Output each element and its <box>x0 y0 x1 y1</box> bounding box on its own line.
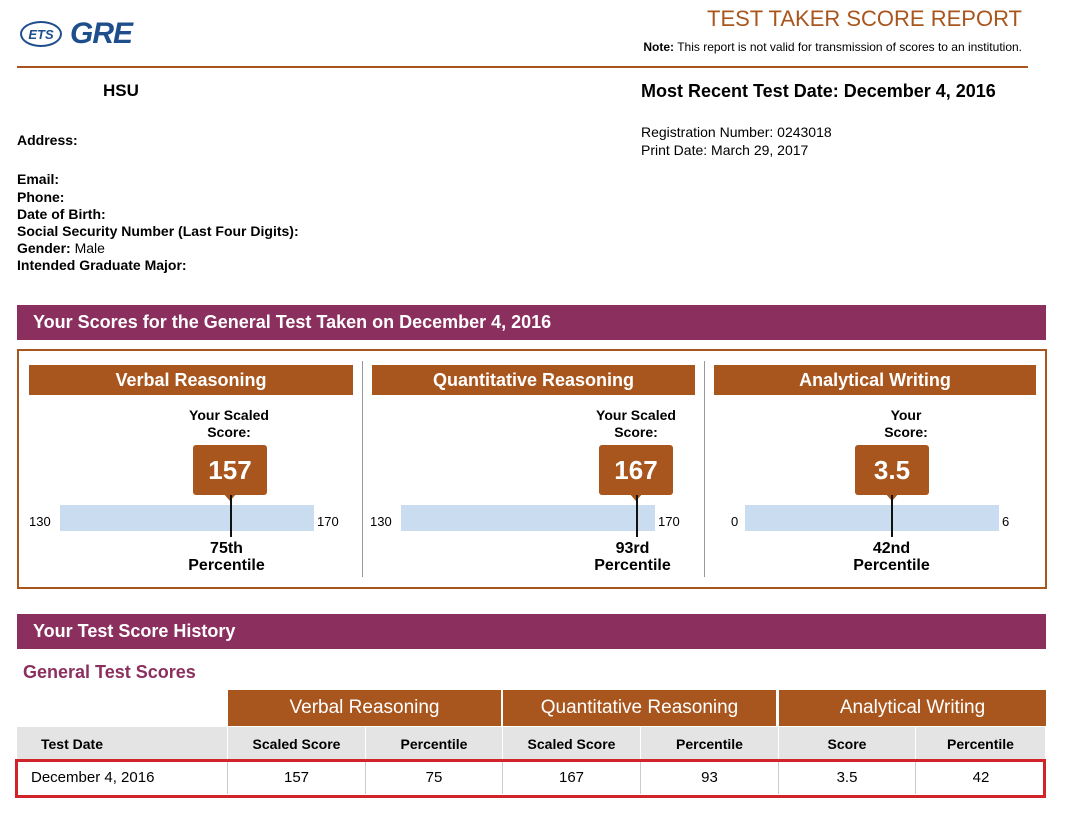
history-header-verbal: Verbal Reasoning <box>228 690 501 726</box>
address-field: Address: <box>17 132 78 148</box>
verbal-score-value: 157 <box>193 445 267 495</box>
note-text: This report is not valid for transmission of scores to an institution. <box>677 40 1022 54</box>
score-label: Your Score: <box>884 407 928 440</box>
history-header-quant: Quantitative Reasoning <box>503 690 776 726</box>
email-field: Email: <box>17 171 60 187</box>
quant-range-max: 170 <box>658 514 680 529</box>
verbal-score-column <box>19 351 362 587</box>
col-quant-scaled: Scaled Score <box>503 727 641 760</box>
candidate-name: HSU <box>103 81 139 100</box>
writing-range-max: 6 <box>1002 514 1010 529</box>
verbal-score-marker <box>230 495 232 537</box>
col-writing-percentile: Percentile <box>916 727 1046 760</box>
table-row-writing-percentile: 42 <box>972 768 990 786</box>
writing-header: Analytical Writing <box>714 365 1036 395</box>
table-row-quant-percentile: 93 <box>641 760 779 794</box>
quant-score-marker <box>636 495 638 537</box>
history-section-title: Your Test Score History <box>17 614 1046 649</box>
report-title: TEST TAKER SCORE REPORT <box>707 6 1022 31</box>
table-row-writing-score: 3.5 <box>779 760 916 794</box>
writing-score-marker <box>891 495 893 537</box>
dob-field: Date of Birth: <box>17 206 106 222</box>
writing-percentile: 42nd Percentile <box>853 540 930 574</box>
quant-range-min: 130 <box>370 514 392 529</box>
quant-score-bar <box>401 505 655 531</box>
col-quant-percentile: Percentile <box>641 727 779 760</box>
ets-gre-logo <box>20 14 132 54</box>
registration-number: Registration Number: 0243018 <box>641 124 832 140</box>
verbal-range-min: 130 <box>29 514 51 529</box>
table-row-verbal-percentile: 75 <box>366 760 503 794</box>
scaled-score-label: Your Scaled Score: <box>596 407 676 440</box>
scaled-score-label: Your Scaled Score: <box>189 407 269 440</box>
ssn-field: Social Security Number (Last Four Digits): <box>17 223 299 239</box>
verbal-percentile: 75th Percentile <box>188 540 265 574</box>
quant-score-column <box>362 351 704 587</box>
verbal-range-max: 170 <box>317 514 339 529</box>
header-divider <box>17 66 1028 68</box>
table-row-verbal-scaled: 157 <box>228 760 366 794</box>
writing-range-min: 0 <box>731 514 739 529</box>
col-test-date: Test Date <box>17 727 228 760</box>
quant-score-value: 167 <box>599 445 673 495</box>
verbal-header: Verbal Reasoning <box>29 365 353 395</box>
quant-percentile: 93rd Percentile <box>594 540 671 574</box>
table-row-test-date: December 4, 2016 <box>17 760 228 794</box>
writing-score-bar <box>745 505 999 531</box>
col-verbal-percentile: Percentile <box>366 727 503 760</box>
phone-field: Phone: <box>17 189 65 205</box>
print-date: Print Date: March 29, 2017 <box>641 142 809 158</box>
history-header-writing: Analytical Writing <box>779 690 1046 726</box>
highlighted-score-row <box>15 759 1046 798</box>
report-note <box>643 40 1022 54</box>
gender-value: Male <box>74 240 105 256</box>
table-row-quant-scaled: 167 <box>503 760 641 794</box>
col-verbal-scaled: Scaled Score <box>228 727 366 760</box>
most-recent-test-date: Most Recent Test Date: December 4, 2016 <box>641 81 996 101</box>
major-field: Intended Graduate Major: <box>17 257 187 273</box>
ets-logo-badge: ETS <box>20 21 62 47</box>
writing-score-value: 3.5 <box>855 445 929 495</box>
col-writing-score: Score <box>779 727 916 760</box>
gre-logo-text: GRE <box>70 17 133 50</box>
verbal-score-bar <box>60 505 314 531</box>
score-panel <box>17 349 1047 589</box>
gender-field: Gender: Male <box>17 240 105 256</box>
scores-section-title: Your Scores for the General Test Taken on December 4, 2016 <box>17 305 1046 340</box>
quant-header: Quantitative Reasoning <box>372 365 695 395</box>
writing-score-column <box>704 351 1045 587</box>
note-label: Note: <box>643 40 675 54</box>
general-test-scores-title: General Test Scores <box>23 662 196 682</box>
